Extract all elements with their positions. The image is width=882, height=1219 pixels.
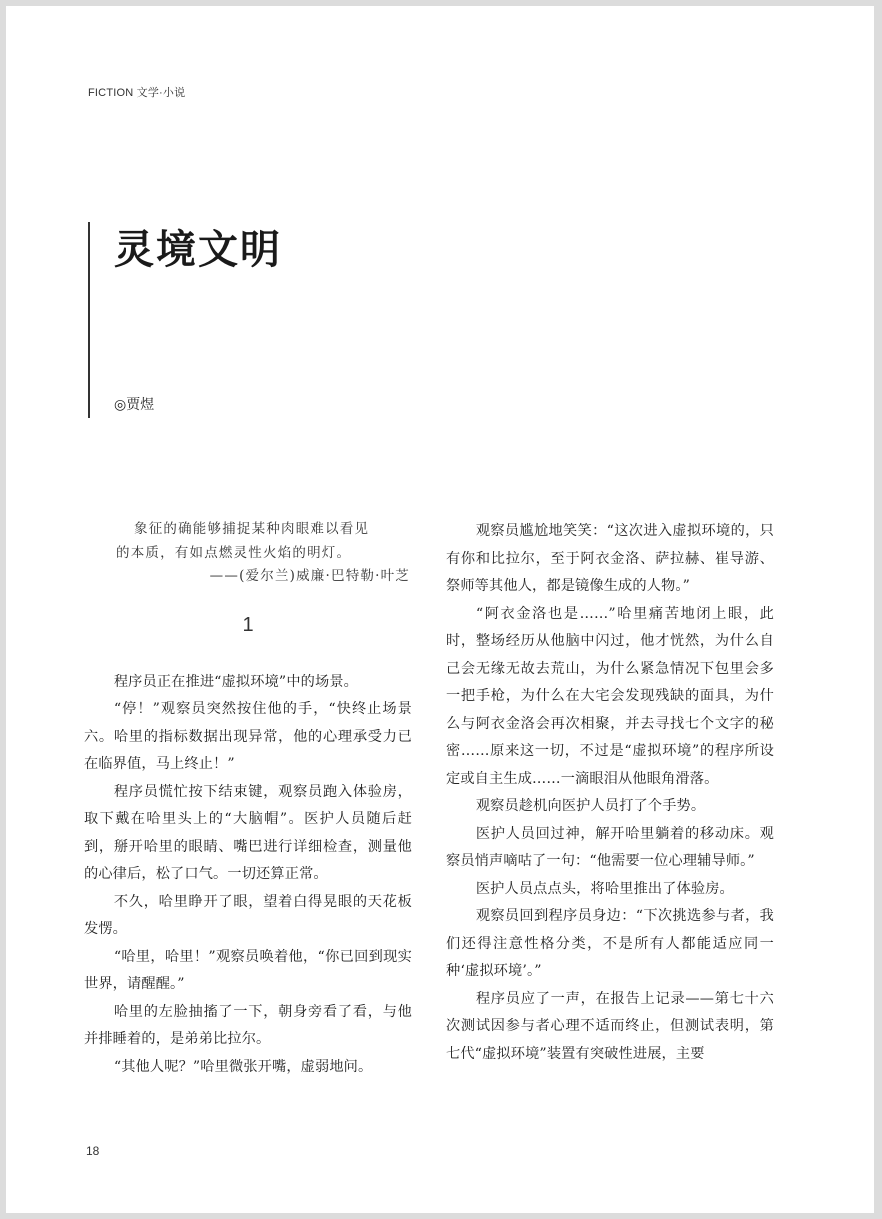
paragraph: 医护人员点点头，将哈里推出了体验房。 — [475, 880, 734, 897]
author-byline: ◎贾煜 — [114, 397, 155, 413]
paragraph: 程序员正在推进“虚拟环境”中的场景。 — [113, 673, 359, 690]
paragraph: 不久，哈里睁开了眼，望着白得晃眼的天花板发愣。 — [84, 893, 412, 937]
paragraph: 程序员慌忙按下结束键，观察员跑入体验房，取下戴在哈里头上的“大脑帽”。医护人员随后赶到，掰开哈里的眼睛、嘴巴进行详细检查，测量他的心律后，松了口气。一切还算正常。 — [84, 783, 412, 882]
paragraph: “哈里，哈里！”观察员唤着他，“你已回到现实世界，请醒醒。” — [84, 948, 412, 992]
page-number: 18 — [86, 1144, 100, 1158]
paragraph: “阿衣金洛也是……”哈里痛苦地闭上眼，此时，整场经历从他脑中闪过，他才恍然，为什么自己会无缘无故去荒山，为什么紧急情况下包里会多一把手枪，为什么在大宅会发现残缺的面具，为什么与阿衣金洛会再次相聚，并去寻找七个文字的秘密……原来这一切，不过是“虚拟环境”的程序所设定或自主生成……一滴眼泪从他眼角滑落。 — [446, 605, 774, 787]
paragraph: 观察员尴尬地笑笑：“这次进入虚拟环境的，只有你和比拉尔，至于阿衣金洛、萨拉赫、崔导游、祭师等其他人，都是镜像生成的人物。” — [446, 523, 774, 594]
paragraph: “停！”观察员突然按住他的手，“快终止场景六。哈里的指标数据出现异常，他的心理承受力已在临界值，马上终止！” — [84, 701, 412, 772]
paragraph: 哈里的左脸抽搐了一下，朝身旁看了看，与他并排睡着的，是弟弟比拉尔。 — [84, 1003, 412, 1047]
right-column — [446, 518, 774, 1068]
epigraph-line: 的本质，有如点燃灵性火焰的明灯。 — [116, 544, 352, 561]
epigraph-attribution: ——(爱尔兰)威廉·巴特勒·叶芝 — [209, 568, 410, 584]
magazine-page — [6, 6, 874, 1213]
epigraph — [84, 518, 412, 589]
paragraph: “其他人呢？”哈里微张开嘴，虚弱地问。 — [113, 1058, 373, 1075]
title-vertical-rule — [88, 222, 90, 418]
running-head: FICTION 文学·小说 — [88, 87, 186, 99]
paragraph: 程序员应了一声，在报告上记录——第七十六次测试因参与者心理不适而终止，但测试表明，第七代“虚拟环境”装置有突破性进展，主要 — [446, 990, 774, 1062]
epigraph-line: 象征的确能够捕捉某种肉眼难以看见 — [134, 521, 370, 537]
left-column — [84, 518, 412, 1081]
article-title: 灵境文明 — [114, 227, 282, 273]
paragraph: 观察员趁机向医护人员打了个手势。 — [475, 798, 706, 814]
paragraph: 观察员回到程序员身边：“下次挑选参与者，我们还得注意性格分类，不是所有人都能适应同一种‘虚拟环境’。” — [446, 908, 774, 979]
paragraph: 医护人员回过神，解开哈里躺着的移动床。观察员悄声嘀咕了一句：“他需要一位心理辅导师。” — [446, 825, 774, 869]
section-number: 1 — [242, 613, 254, 636]
